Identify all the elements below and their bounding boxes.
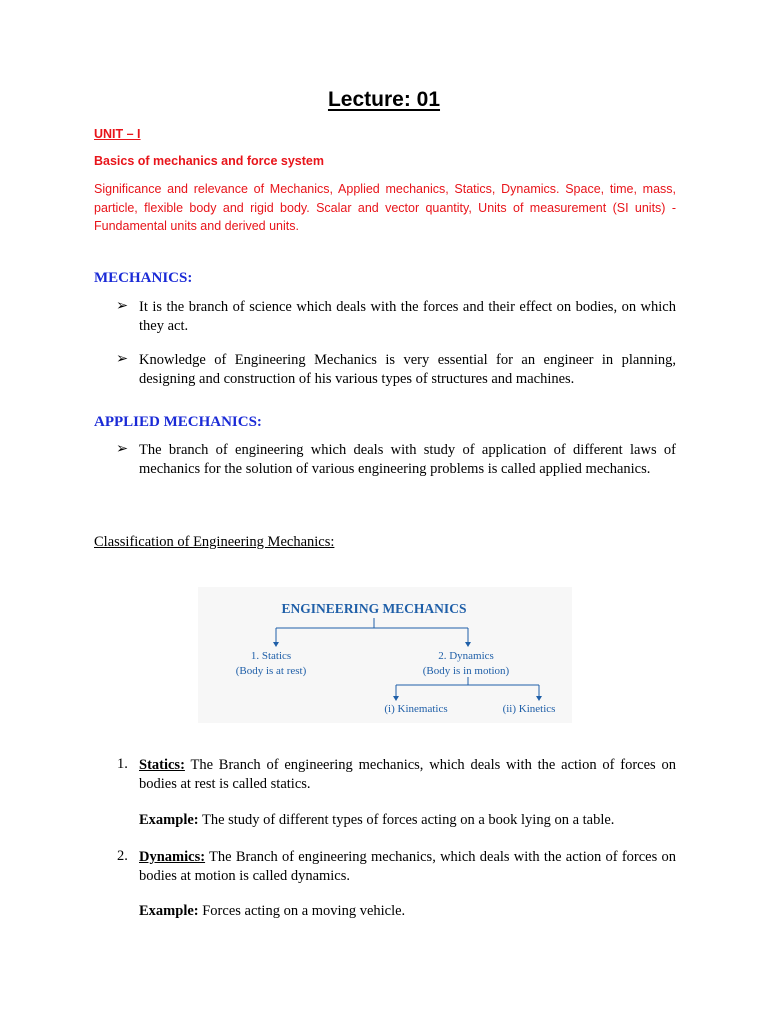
- mechanics-point-1: It is the branch of science which deals with the forces and their effect on bodies, on which they act.: [139, 299, 676, 334]
- diagram-root-label: ENGINEERING MECHANICS: [281, 601, 467, 616]
- unit-subtitle: Basics of mechanics and force system: [94, 154, 324, 168]
- example-dynamics: [139, 902, 676, 921]
- applied-point-1: The branch of engineering which deals with study of application of different laws of mechanics for the solution of various engineering problems is called applied mechanics.: [139, 442, 676, 477]
- definition-statics: The Branch of engineering mechanics, which deals with the action of forces on bodies at rest is called statics.: [139, 757, 676, 792]
- definition-dynamics: The Branch of engineering mechanics, which deals with the action of forces on bodies at motion is called dynamics.: [139, 849, 676, 884]
- lecture-title: Lecture: 01: [327, 88, 441, 111]
- example-statics: [139, 811, 676, 830]
- term-dynamics: Dynamics:: [139, 849, 206, 865]
- list-item-dynamics: [139, 848, 676, 885]
- list-item-statics: [139, 756, 676, 793]
- diagram-kinetics-label: (ii) Kinetics: [502, 703, 556, 715]
- example-text: Forces acting on a moving vehicle.: [198, 903, 406, 919]
- example-label: Example:: [139, 903, 199, 919]
- list-number: 1.: [117, 756, 128, 772]
- classification-heading: Classification of Engineering Mechanics:: [94, 534, 335, 550]
- example-text: The study of different types of forces acting on a book lying on a table.: [198, 812, 615, 828]
- diagram-dynamics-desc: (Body is in motion): [422, 665, 510, 677]
- mechanics-point-2: Knowledge of Engineering Mechanics is very essential for an engineer in planning, designing and construction of his various types of structures and machines.: [139, 352, 676, 387]
- term-statics: Statics:: [139, 757, 185, 773]
- example-label: Example:: [139, 812, 199, 828]
- diagram-statics-label: 1. Statics: [250, 650, 292, 662]
- bullet-icon: ➢: [116, 351, 129, 367]
- list-number: 2.: [117, 848, 128, 864]
- diagram-statics-desc: (Body is at rest): [235, 665, 307, 677]
- bullet-icon: ➢: [116, 298, 129, 314]
- diagram-dynamics-label: 2. Dynamics: [438, 650, 494, 662]
- syllabus-text: Significance and relevance of Mechanics, Applied mechanics, Statics, Dynamics. Space, time, mass, particle, flexible body and rigid body. Scalar and vector quantity, Units of measurement (SI units) - Fundamental units and derived units.: [94, 182, 676, 233]
- unit-label: UNIT – I: [94, 127, 141, 141]
- bullet-icon: ➢: [116, 441, 129, 457]
- diagram-kinematics-label: (i) Kinematics: [384, 703, 448, 715]
- mechanics-heading: MECHANICS:: [94, 270, 193, 286]
- engineering-mechanics-tree-diagram: [198, 587, 572, 723]
- applied-mechanics-heading: APPLIED MECHANICS:: [94, 414, 262, 430]
